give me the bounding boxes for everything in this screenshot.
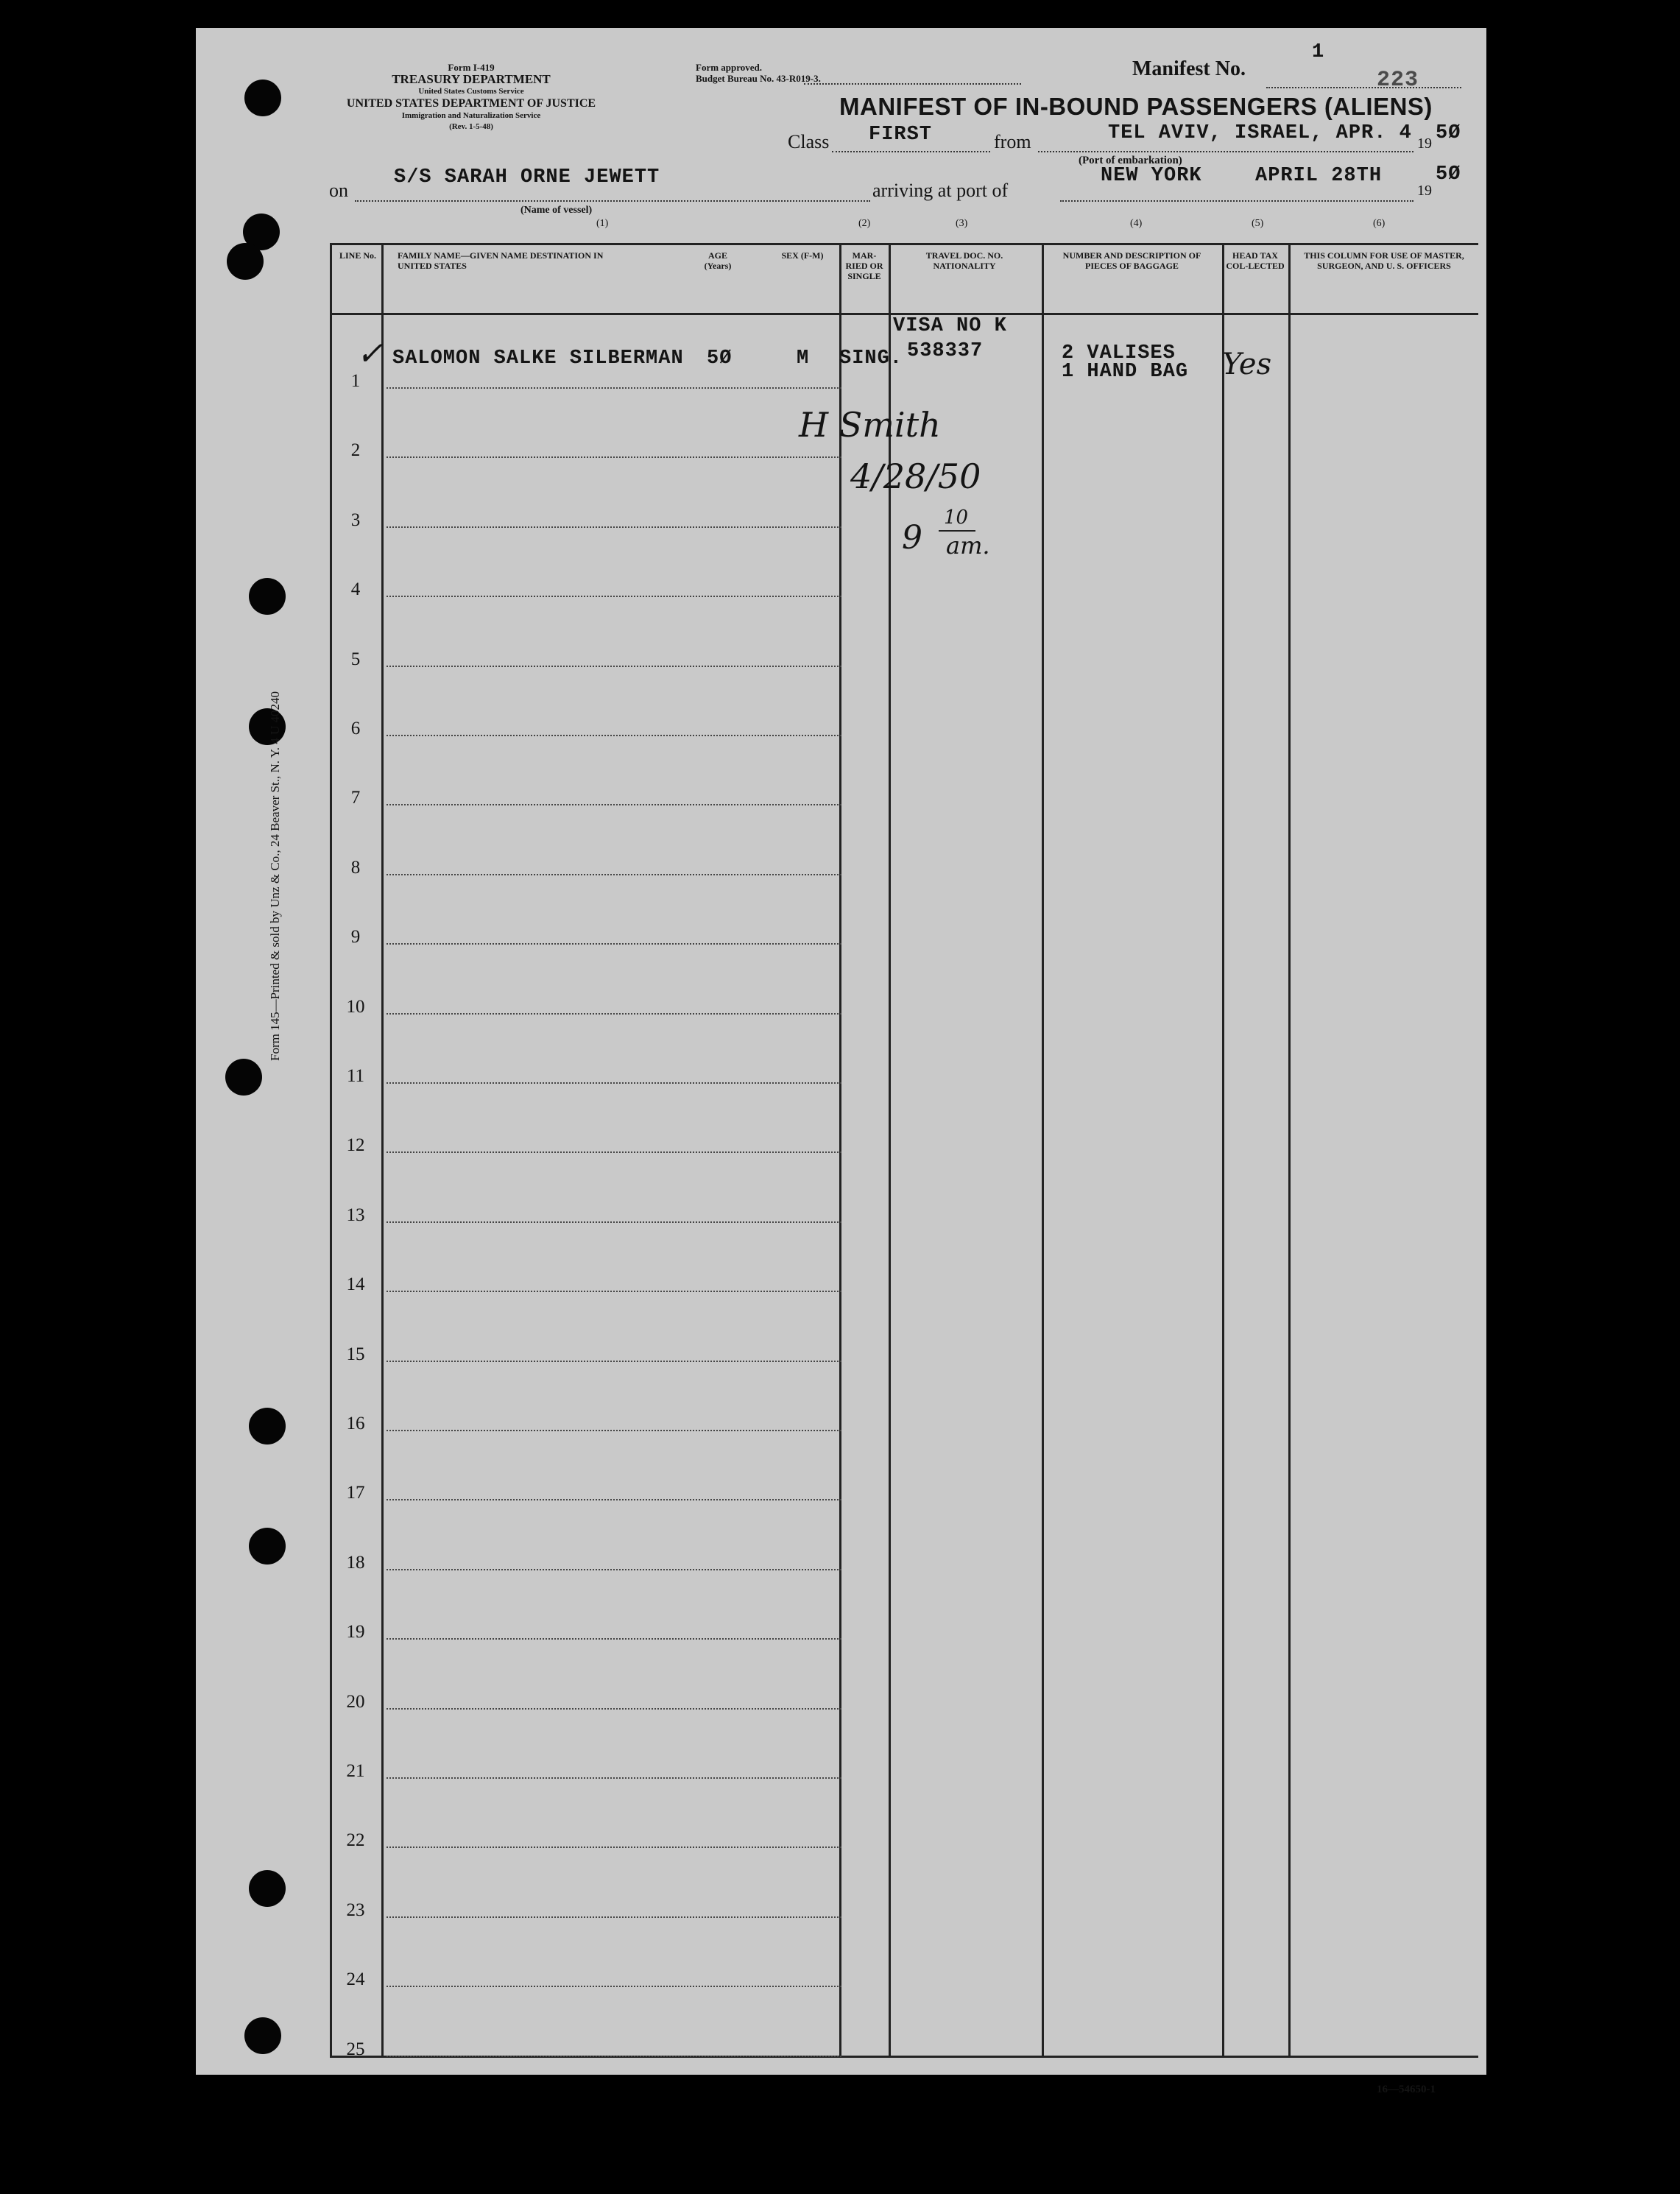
inspection-ampm: am. xyxy=(946,532,990,560)
row-dotted-line xyxy=(387,1708,841,1710)
agency-block: Form I-419 TREASURY DEPARTMENT United States Customs Service UNITED STATES DEPARTMENT OF JUSTICE Immigration and Naturalization Service (Rev. 1-5-48) xyxy=(346,62,596,131)
header-line-no: LINE No. xyxy=(339,250,376,261)
row-dotted-line xyxy=(387,1986,841,1987)
page-title: MANIFEST OF IN-BOUND PASSENGERS (ALIENS) xyxy=(839,93,1433,120)
column-number: (4) xyxy=(1130,218,1143,229)
form-code: 16—54650-1 xyxy=(1377,2084,1436,2095)
row-dotted-line xyxy=(387,1430,841,1431)
from-rule xyxy=(1038,151,1413,152)
punch-hole xyxy=(244,80,281,116)
column-divider xyxy=(889,243,891,2058)
row-number: 23 xyxy=(346,1900,365,1920)
row-number: 22 xyxy=(346,1830,365,1851)
row-number: 25 xyxy=(346,2039,365,2059)
row-number: 12 xyxy=(346,1135,365,1156)
port-of-embarkation: TEL AVIV, ISRAEL, APR. 4 xyxy=(1108,122,1412,144)
port-caption: (Port of embarkation) xyxy=(1079,155,1182,166)
entry-sex: M xyxy=(797,348,810,370)
year-prefix: 19 xyxy=(1417,135,1432,152)
row-number: 7 xyxy=(350,788,361,808)
row-number: 3 xyxy=(350,509,361,530)
row-dotted-line xyxy=(387,735,841,736)
row-dotted-line xyxy=(387,1499,841,1500)
header-travel-doc: TRAVEL DOC. NO. NATIONALITY xyxy=(925,250,1003,271)
year-prefix: 19 xyxy=(1417,183,1432,199)
column-number: (1) xyxy=(596,218,609,229)
row-dotted-line xyxy=(387,666,841,667)
column-number: (6) xyxy=(1373,218,1386,229)
inspection-date: 4/28/50 xyxy=(850,456,981,496)
header-head-tax: HEAD TAX COL-LECTED xyxy=(1226,250,1285,271)
row-number: 14 xyxy=(346,1274,365,1295)
entry-checkmark: ✓ xyxy=(356,335,384,373)
row-dotted-line xyxy=(387,596,841,597)
row-number: 19 xyxy=(346,1622,365,1643)
embark-year: 5Ø xyxy=(1436,122,1461,144)
entry-head-tax: Yes xyxy=(1222,348,1272,381)
arrival-port: NEW YORK xyxy=(1101,165,1202,187)
row-dotted-line xyxy=(387,526,841,528)
row-dotted-line xyxy=(387,387,841,389)
arrival-year: 5Ø xyxy=(1436,163,1461,186)
manifest-table xyxy=(330,243,1478,2058)
punch-hole xyxy=(225,1059,262,1096)
column-number: (2) xyxy=(858,218,871,229)
header-married: MAR-RIED OR SINGLE xyxy=(845,250,883,281)
entry-age: 5Ø xyxy=(707,348,733,370)
column-divider xyxy=(839,243,841,2058)
row-dotted-line xyxy=(387,1569,841,1570)
manifest-rule xyxy=(1266,87,1461,88)
row-dotted-line xyxy=(387,1916,841,1918)
row-number: 24 xyxy=(346,1969,365,1990)
header-officers: THIS COLUMN FOR USE OF MASTER, SURGEON, AND U. S. OFFICERS xyxy=(1304,250,1464,271)
column-divider xyxy=(1288,243,1291,2058)
row-dotted-line xyxy=(387,943,841,945)
row-number: 2 xyxy=(350,440,361,461)
row-number: 20 xyxy=(346,1691,365,1712)
row-number: 10 xyxy=(346,996,365,1017)
row-number: 11 xyxy=(346,1066,365,1086)
header-name: FAMILY NAME—GIVEN NAME DESTINATION IN UNITED STATES xyxy=(398,250,604,271)
row-dotted-line xyxy=(387,456,841,458)
row-number: 15 xyxy=(346,1344,365,1364)
punch-hole xyxy=(227,243,264,280)
entry-marital: SING. xyxy=(839,348,903,370)
row-number: 21 xyxy=(346,1761,365,1781)
header-sex: SEX (F-M) xyxy=(781,250,824,261)
vessel-caption: (Name of vessel) xyxy=(520,205,593,216)
row-dotted-line xyxy=(387,2056,841,2057)
row-number: 17 xyxy=(346,1483,365,1503)
column-number: (3) xyxy=(956,218,968,229)
column-divider xyxy=(1042,243,1044,2058)
row-dotted-line xyxy=(387,1291,841,1292)
row-number: 6 xyxy=(350,719,361,738)
row-number: 1 xyxy=(350,371,361,391)
arrival-rule xyxy=(1060,200,1413,202)
row-number: 18 xyxy=(346,1552,365,1573)
entry-name: SALOMON SALKE SILBERMAN xyxy=(392,348,684,370)
entry-baggage-1: 2 VALISES xyxy=(1062,342,1176,364)
entry-visa-label: VISA NO K xyxy=(893,315,1007,337)
inspection-minute: 10 xyxy=(944,507,969,529)
arriving-label: arriving at port of xyxy=(872,180,1009,201)
arrival-date: APRIL 28TH xyxy=(1255,165,1383,187)
punch-hole xyxy=(249,1408,286,1445)
punch-hole xyxy=(249,1870,286,1907)
class-label: Class xyxy=(788,131,830,152)
row-dotted-line xyxy=(387,1221,841,1223)
column-number: (5) xyxy=(1252,218,1264,229)
class-value: FIRST xyxy=(869,124,933,146)
row-number: 16 xyxy=(346,1414,365,1433)
row-dotted-line xyxy=(387,1638,841,1640)
from-label: from xyxy=(994,131,1031,152)
vessel-rule xyxy=(355,200,870,202)
printer-imprint: Form 145—Printed & sold by Unz & Co., 24 Beaver St., N. Y. 4 U 40240 xyxy=(268,691,282,1061)
manifest-number: 1 xyxy=(1312,41,1325,63)
approval-rule xyxy=(804,83,1021,85)
inspector-signature: H Smith xyxy=(799,405,941,445)
punch-hole xyxy=(244,2017,281,2054)
row-dotted-line xyxy=(387,1846,841,1848)
vessel-name: S/S SARAH ORNE JEWETT xyxy=(394,166,660,188)
row-dotted-line xyxy=(387,1082,841,1084)
row-dotted-line xyxy=(387,1151,841,1153)
row-number: 5 xyxy=(350,649,361,669)
row-dotted-line xyxy=(387,874,841,875)
entry-visa-number: 538337 xyxy=(907,340,984,362)
row-number: 13 xyxy=(346,1204,365,1225)
column-divider xyxy=(1222,243,1224,2058)
column-divider xyxy=(381,243,384,2058)
manifest-label: Manifest No. xyxy=(1132,57,1246,80)
budget-approval: Form approved. Budget Bureau No. 43-R019-3. xyxy=(696,62,821,84)
row-number: 4 xyxy=(350,579,361,600)
class-rule xyxy=(832,151,990,152)
row-number: 9 xyxy=(350,927,361,948)
row-dotted-line xyxy=(387,1361,841,1362)
row-dotted-line xyxy=(387,804,841,805)
header-baggage: NUMBER AND DESCRIPTION OF PIECES OF BAGGAGE xyxy=(1062,250,1201,271)
manifest-stamp: 223 xyxy=(1377,68,1419,93)
row-number: 8 xyxy=(350,857,361,878)
inspection-hour: 9 xyxy=(902,519,922,557)
on-label: on xyxy=(329,180,348,201)
row-dotted-line xyxy=(387,1013,841,1015)
punch-hole xyxy=(249,1528,286,1565)
header-age: AGE (Years) xyxy=(704,250,732,271)
row-dotted-line xyxy=(387,1777,841,1779)
entry-baggage-2: 1 HAND BAG xyxy=(1062,361,1189,383)
